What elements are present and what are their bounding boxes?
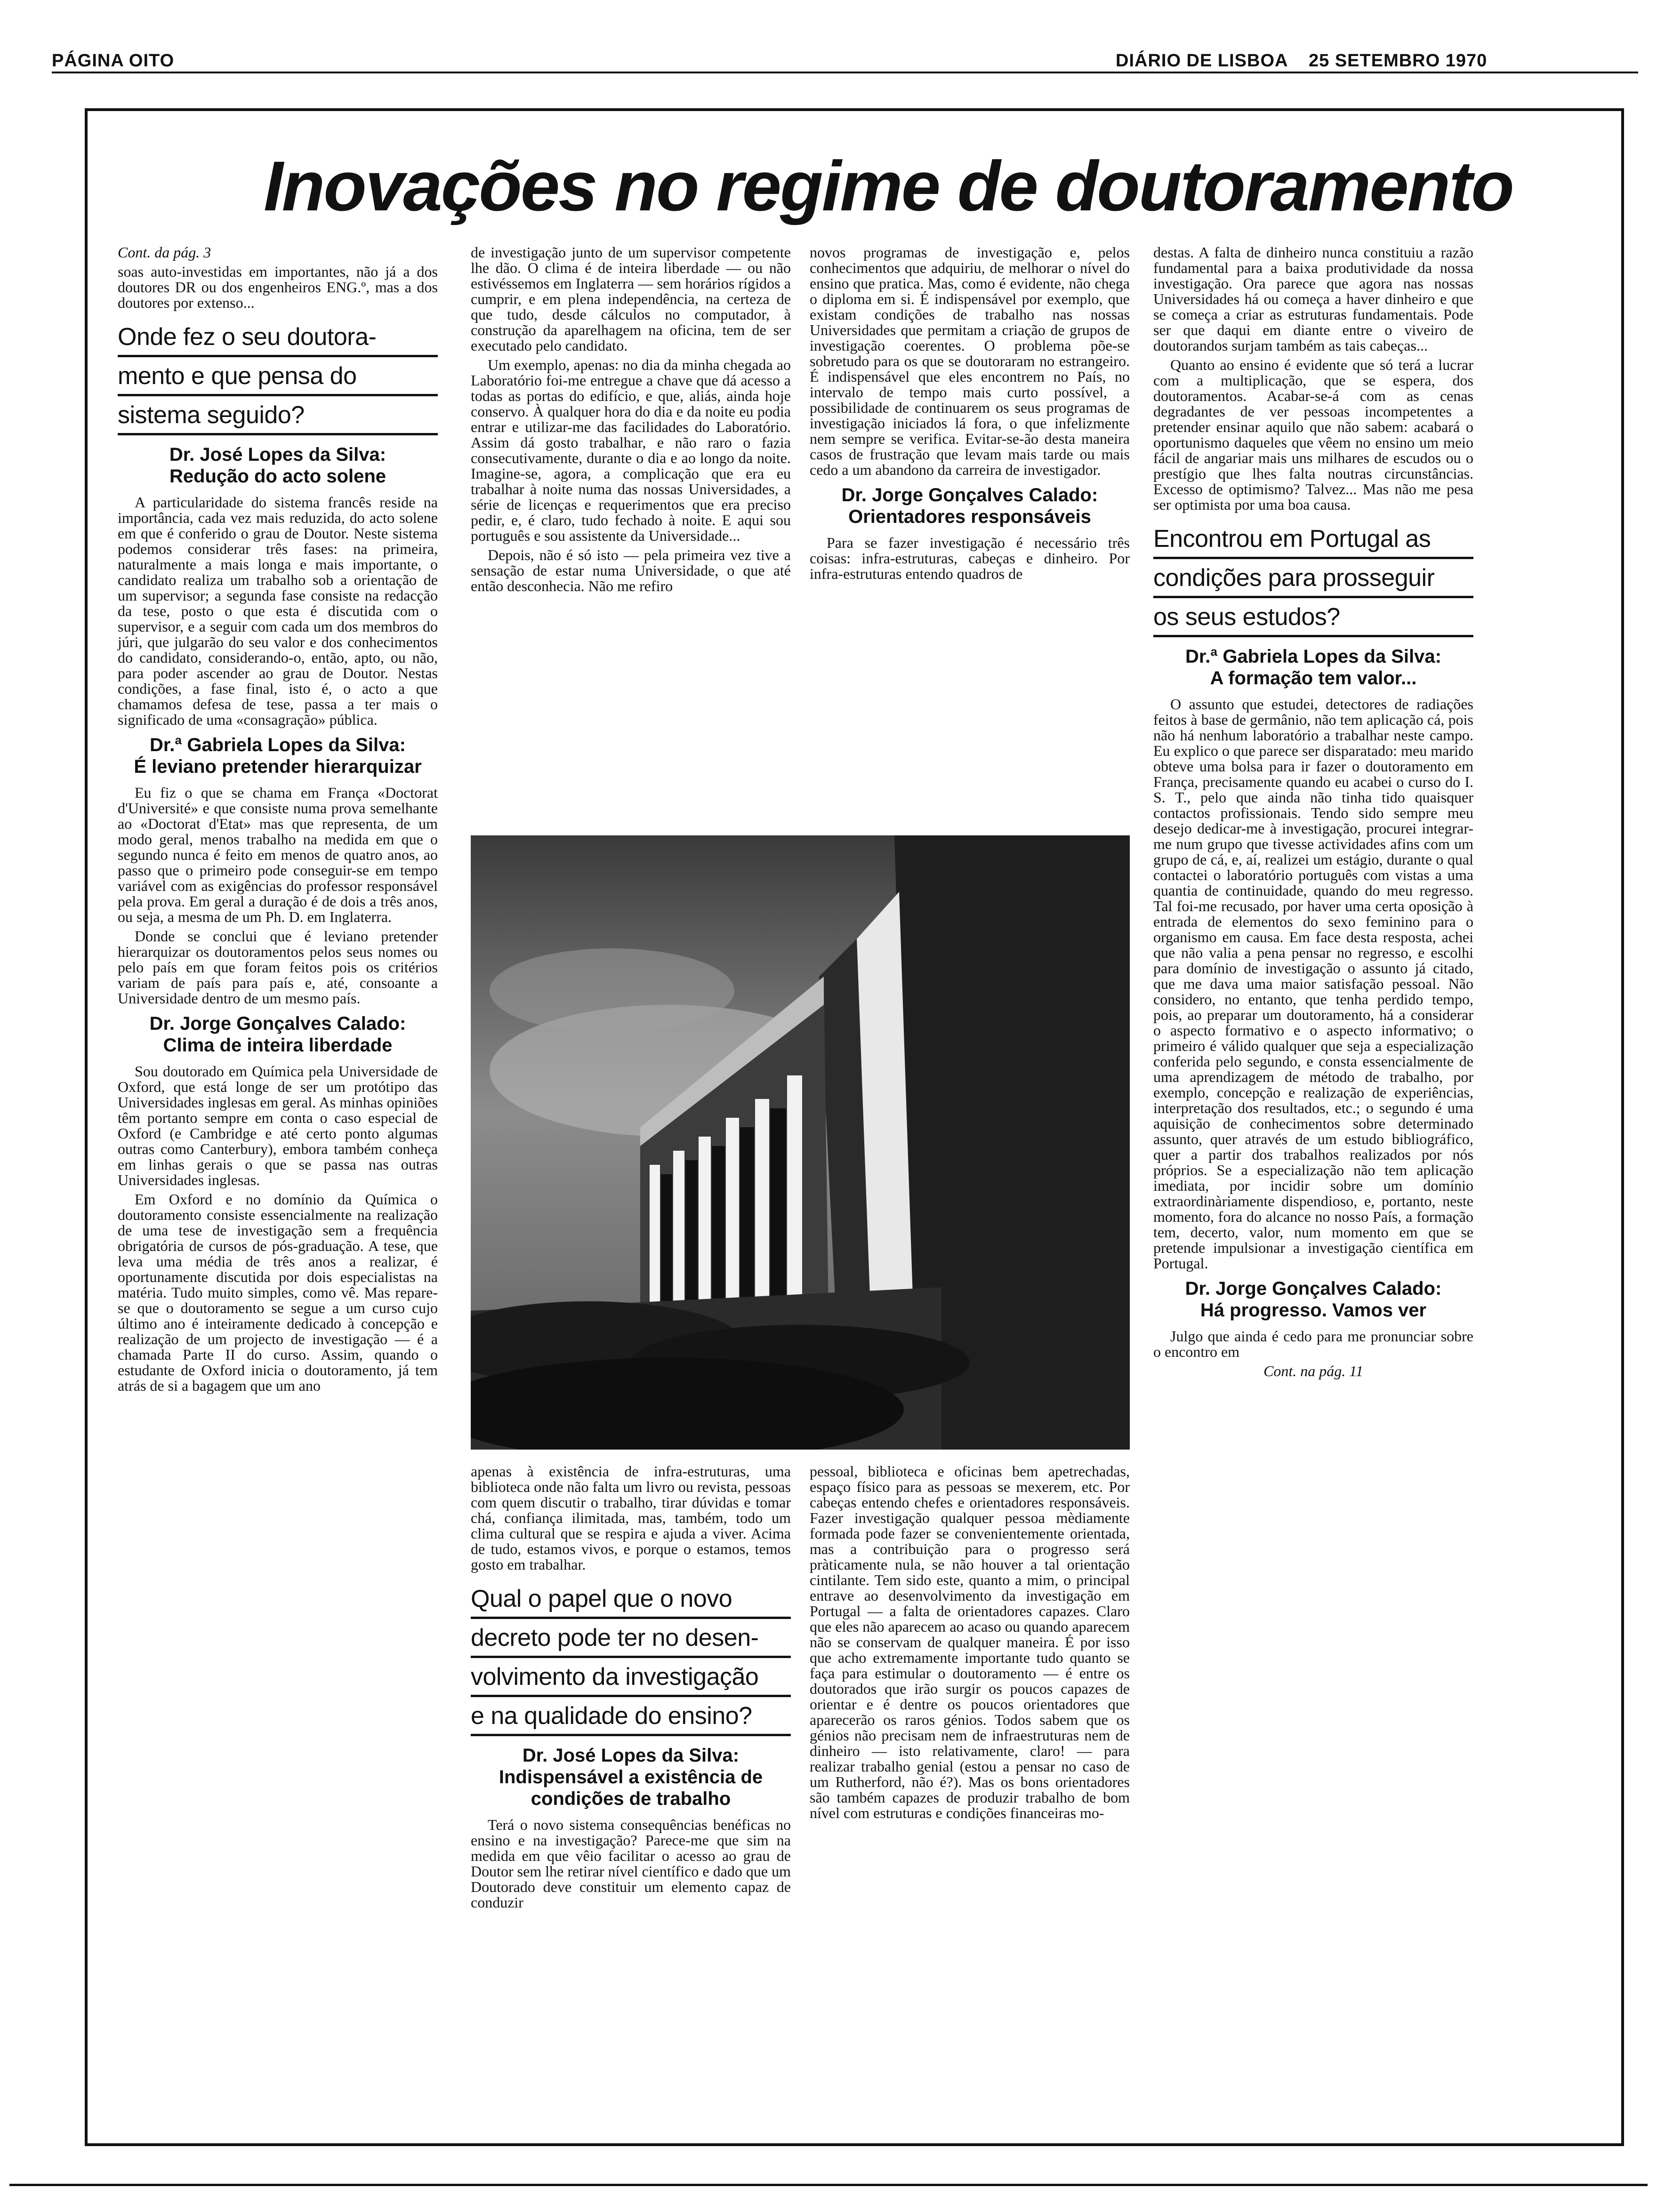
answer-subtitle: Orientadores responsáveis [848,506,1091,527]
header-rule [52,72,1638,73]
column-4 [1153,245,1473,1383]
article-headline: Inovações no regime de doutoramento [264,146,1513,225]
answer-subtitle: Clima de inteira liberdade [163,1035,393,1056]
column-2-bottom [471,1464,791,1914]
body-paragraph: pessoal, biblioteca e oficinas bem apetrechadas, espaço físico para as pessoas se mexerem, etc. Por cabeças entendo chefes e orientadores responsáveis. Fazer investigação qualquer pessoa mèdiamente formada pode fazer se convenientemente orientada, mas a contribuição para o progresso será pràticamente nula, se não houver a tal orientação cintilante. Tem sido este, quanto a mim, o principal entrave ao desenvolvimento da investigação em Portugal — a falta de orientadores capazes. Claro que eles não aparecem ao acaso ou quando aparecem não se conservam de qualquer maneira. É por isso que acho extremamente importante tudo quanto se faça para estimular o doutoramento — é entre os doutorados que irão surgir os poucos capazes de orientar e é dentre os poucos orientadores que aparecerão os raros génios. Todos sabem que os génios não precisam nem de infraestruturas nem de dinheiro — isto relativamente, claro! — para realizar trabalho genial (estou a pensar no caso de um Rutherford, não é?). Mas os bons orientadores são também capazes de produzir trabalho de bom nível com estruturas e condições financeiras mo- [810,1463,1130,1821]
continued-from-note: Cont. da pág. 3 [118,244,211,261]
answer-speaker: Dr. José Lopes da Silva: [522,1745,740,1766]
body-paragraph: Um exemplo, apenas: no dia da minha chegada ao Laboratório foi-me entregue a chave que dá acesso a todas as portas do edifício, e que, aliás, ainda hoje conservo. À qualquer hora do dia e da noite eu podia entrar e utilizar-me das facilidades do Laboratório. Assim dá gosto trabalhar, e não raro o fazia consecutivamente, durante o dia e ao longo da noite. Imagine-se, agora, a complicação que era eu trabalhar à noite numa das nossas Universidades, a série de licenças e requerimentos que era preciso pedir, e, é claro, tudo fechado à noite. E aqui sou português e sou assistente da Universidade... [471,356,791,544]
page-number-label: PÁGINA OITO [52,51,175,71]
body-paragraph: Para se fazer investigação é necessário três coisas: infra-estruturas, cabeças e dinheiro. Por infra-estruturas entendo quadros de [810,534,1130,582]
question-3-line: condições para prosseguir [1153,561,1473,598]
question-2-line: decreto pode ter no desen- [471,1621,791,1658]
answer-paragraph: Donde se conclui que é leviano pretender hierarquizar os doutoramentos pelos seus nomes ou pelo país em que foram feitos pois os critérios variam de país para país e, até, consoante a Universidade dentro de um mesmo país. [118,928,438,1007]
answer-subtitle: A formação tem valor... [1210,668,1417,689]
answer-speaker: Dr. Jorge Gonçalves Calado: [841,485,1098,505]
column-3-top [810,245,1130,585]
question-3-line: Encontrou em Portugal as [1153,522,1473,559]
body-paragraph: destas. A falta de dinheiro nunca constituiu a razão fundamental para a baixa produtividade da nossa investigação. Ora parece que agora nas nossas Universidades há ou começa a haver dinheiro e que se começa a criar as estruturas fundamentais. Pode ser que daqui em diante entre o viveiro de doutorandos surjam também as tais cabeças... [1153,244,1473,354]
body-paragraph: Quanto ao ensino é evidente que só terá a lucrar com a multiplicação, que se espera, dos doutoramentos. Acabar-se-á com as cenas degradantes de ver pessoas incompetentes a pretender ensinar aquilo que não sabem: acabará o oportunismo daqueles que vêem no ensino um meio fácil de angariar mais uns milhares de escudos ou o prestígio que lhes falta noutras circunstâncias. Excesso de optimismo? Talvez... Mas não me pesa ser optimista por uma boa causa. [1153,356,1473,513]
answer-paragraph: Eu fiz o que se chama em França «Doctorat d'Université» e que consiste numa prova semelhante ao «Doctorat d'Etat» mas que representa, de um modo geral, menos trabalho na medida em que o segundo nunca é feito em menos de quatro anos, ao passo que o primeiro pode conseguir-se em tempo variável com as exigências do professor responsável pela prova. Em geral a duração é de dois a três anos, ou seja, a mesma de um Ph. D. em Inglaterra. [118,784,438,925]
answer-paragraph: Terá o novo sistema consequências benéficas no ensino e na investigação? Parece-me que sim na medida em que vêio facilitar o acesso ao grau de Doutor sem lhe retirar nível científico e dado que um Doutorado deve constituir um elemento capaz de conduzir [471,1816,791,1911]
body-paragraph: novos programas de investigação e, pelos conhecimentos que adquiriu, de melhorar o nível do ensino que pratica. Mas, como é evidente, não chega o diploma em si. É indispensável por exemplo, que existam condições de trabalho nas nossas Universidades que permitam a criação de grupos de investigação coerentes. O problema põe-se sobretudo para os que se doutoraram no estrangeiro. É indispensável que eles encontrem no País, no intervalo de tempo mais curto possível, a possibilidade de continuarem os seus programas de investigação iniciados lá fora, o que infelizmente nem sempre se verifica. Evitar-se-ão desta maneira casos de frustração que levam mais tarde ou mais cedo a um abandono da carreira de investigador. [810,244,1130,478]
answer-subtitle: Indispensável a existência de condições de trabalho [499,1767,763,1809]
issue-date: 25 SETEMBRO 1970 [1309,51,1488,71]
column-1 [118,245,438,1397]
question-2-line: volvimento da investigação [471,1660,791,1697]
body-paragraph: Depois, não é só isto — pela primeira vez tive a sensação de estar numa Universidade, o que até então desconhecia. Não me refiro [471,546,791,594]
answer-speaker: Dr.ª Gabriela Lopes da Silva: [1185,646,1441,667]
answer-speaker: Dr. Jorge Gonçalves Calado: [1185,1278,1442,1299]
answer-paragraph: O assunto que estudei, detectores de radiações feitos à base de germânio, não tem aplicação cá, pois não há nenhum laboratório a trabalhar neste campo. Eu explico o que parece ser disparatado: meu marido obteve uma bolsa para ir fazer o doutoramento em França, precisamente quando eu acabei o curso do I. S. T., pelo que ainda não tinha tido quaisquer contactos profissionais. Tendo sido sempre meu desejo dedicar-me à investigação, procurei integrar-me num grupo que tivesse actividades afins com um grupo de cá, e, aí, realizei um estágio, durante o qual contactei o laboratório português com vistas a uma quantia de continuidade, quando do meu regresso. Tal foi-me recusado, por haver uma certa oposição à entrada de elementos do sexo feminino para o organismo em causa. Em face desta resposta, achei que não valia a pena pensar no regresso, e escolhi para domínio de investigação o assunto já citado, que me dava uma maior satisfação pessoal. Não considero, no entanto, que tenha perdido tempo, pois, ao preparar um doutoramento, há a considerar o aspecto formativo e o aspecto informativo; o primeiro é válido qualquer que seja a especialização conferida pelo segundo, e consta essencialmente de uma aprendizagem de método de trabalho, por exemplo, concepção e realização de experiências, interpretação dos resultados, etc.; o segundo é uma aquisição de conhecimentos sobre determinado assunto, quer através de um estudo bibliográfico, quer a partir dos trabalhos realizados por nós próprios. Se a especialização não tem aplicação imediata, por incidir sobre um domínio extraordinàriamente dispendioso, e, portanto, neste momento, fora do alcance no nosso País, a formação tem, decerto, valor, num momento em que se pretende impulsionar a investigação científica em Portugal. [1153,696,1473,1272]
bottom-rule [9,2184,1648,2186]
question-3-line: os seus estudos? [1153,600,1473,637]
column-3-bottom [810,1464,1130,1825]
building-illustration [471,835,1130,1450]
answer-paragraph: Julgo que ainda é cedo para me pronunciar sobre o encontro em [1153,1328,1473,1360]
question-2-line: e na qualidade do ensino? [471,1699,791,1736]
answer-speaker: Dr. Jorge Gonçalves Calado: [149,1013,406,1034]
question-1-line: mento e que pensa do [118,359,438,396]
body-paragraph: apenas à existência de infra-estruturas, uma biblioteca onde não falta um livro ou revista, pessoas com quem discutir o trabalho, tirar dúvidas e tomar chá, confiança ilimitada, mas, também, todo um clima cultural que se respira e ajuda a viver. Acima de tudo, estamos vivos, e porque o estamos, temos gosto em trabalhar. [471,1463,791,1573]
answer-paragraph: Em Oxford e no domínio da Química o doutoramento consiste essencialmente na realização de uma tese de investigação sem a frequência obrigatória de cursos de pós-graduação. A tese, que leva uma média de três anos a realizar, é oportunamente discutida por dois especialistas na matéria. Tudo muito simples, como vê. Mas repare-se que o doutoramento se segue a um curso cujo último ano é inteiramente dedicado à concepção e realização de um projecto de investigação — é a chamada Parte II do curso. Assim, quando o estudante de Oxford inicia o doutoramento, já tem atrás de si a bagagem que um ano [118,1191,438,1394]
answer-subtitle: É leviano pretender hierarquizar [134,756,422,777]
question-1-line: Onde fez o seu doutora- [118,320,438,357]
university-building-photo [471,835,1130,1450]
answer-paragraph: Sou doutorado em Química pela Universidade de Oxford, que está longe de ser um protótipo das Universidades inglesas em geral. As minhas opiniões têm portanto sempre em conta o caso especial de Oxford (e Cambridge e até certo ponto algumas outras como Canterbury), embora também conheça em linhas gerais o que se passa nas outras Universidades inglesas. [118,1063,438,1188]
body-paragraph: de investigação junto de um supervisor competente lhe dão. O clima é de inteira liberdade — ou não estivéssemos em Inglaterra — sem horários rígidos a cumprir, e em plena independência, na certeza de que tudo, desde cálculos no computador, à construção da aparelhagem na oficina, tem de ser executado pelo candidato. [471,244,791,354]
column-2-top [471,245,791,598]
continued-to-note: Cont. na pág. 11 [1263,1362,1363,1379]
answer-paragraph: A particularidade do sistema francês reside na importância, cada vez mais reduzida, do acto solene em que é conferido o grau de Doutor. Neste sistema podemos considerar três fases: na primeira, naturalmente a mais longa e mais importante, o candidato realiza um trabalho sob a orientação de um supervisor; a segunda fase consiste na redacção da tese, posto o que esta é discutida com o supervisor, e a seguir com cada um dos membros do júri, que julgarão do seu valor e dos conhecimentos do candidato, considerando-o, então, apto, ou não, para poder ascender ao grau de Doutor. Nestas condições, a fase final, isto é, o acto a que chamamos defesa de tese, passa a ter mais o significado de uma «consagração» pública. [118,494,438,728]
intro-paragraph: soas auto-investidas em importantes, não já a dos doutores DR ou dos engenheiros ENG.º, mas a dos doutores por extenso... [118,263,438,311]
answer-subtitle: Há progresso. Vamos ver [1200,1300,1427,1321]
question-1-line: sistema seguido? [118,398,438,435]
answer-speaker: Dr.ª Gabriela Lopes da Silva: [150,735,406,755]
question-2 [471,1582,791,1736]
question-3 [1153,522,1473,637]
newspaper-name: DIÁRIO DE LISBOA [1116,51,1288,71]
question-2-line: Qual o papel que o novo [471,1582,791,1619]
answer-speaker: Dr. José Lopes da Silva: [169,444,386,465]
answer-subtitle: Redução do acto solene [169,466,386,487]
question-1 [118,320,438,435]
